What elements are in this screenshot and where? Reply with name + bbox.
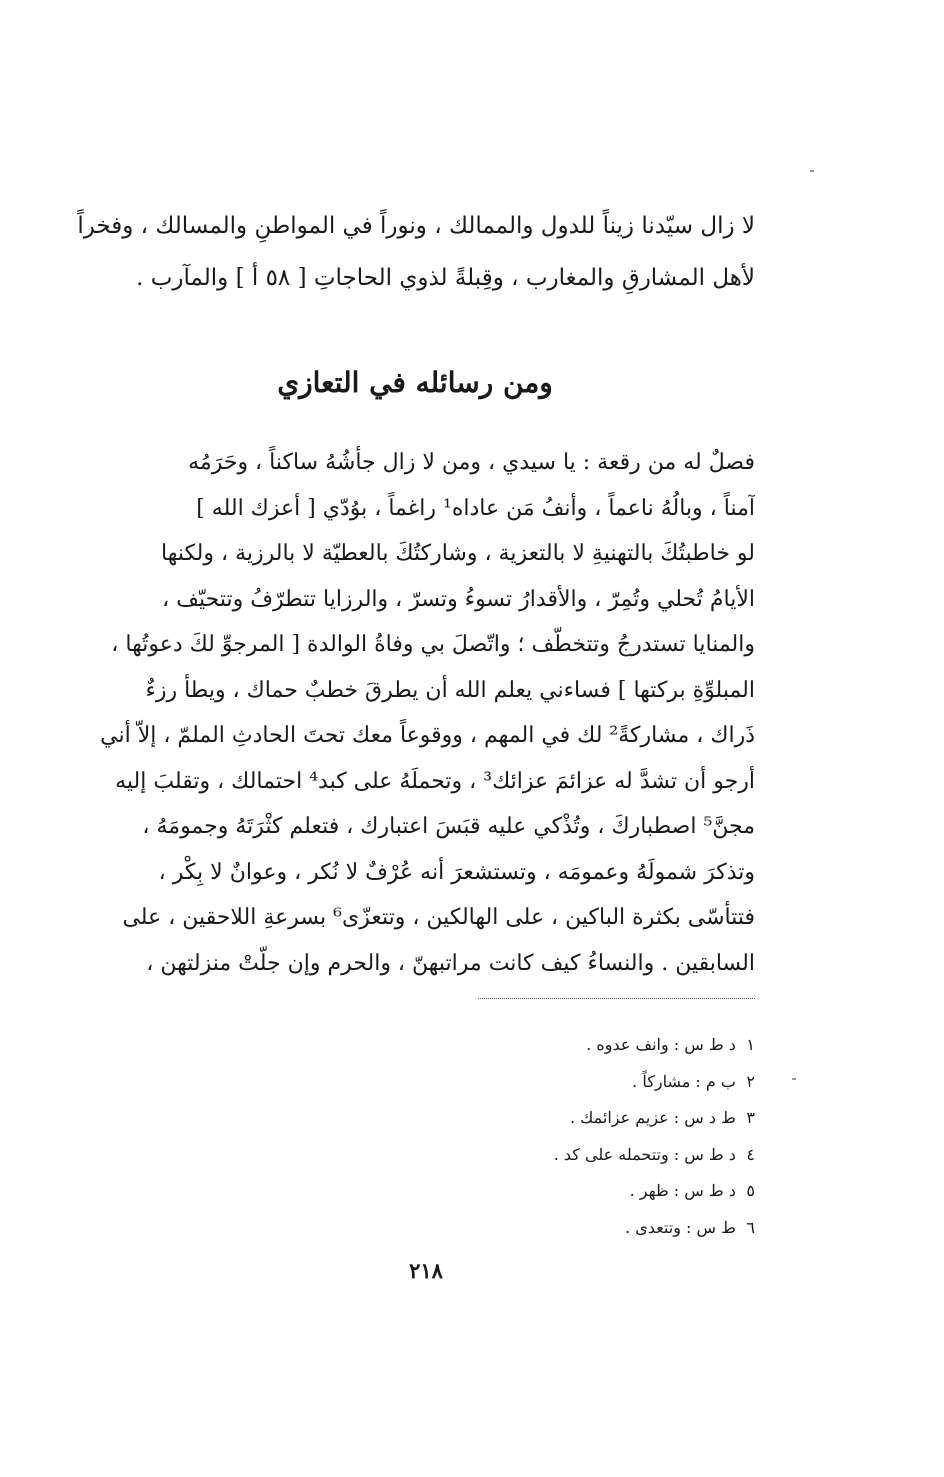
footnote-number: ١	[746, 1035, 755, 1054]
body-line: أرجو أن تشدَّ له عزائمَ عزائك³ ، وتحملَهُ على كبد⁴ احتمالك ، وتقلبَ إليه	[115, 768, 755, 794]
section-heading: ومن رسائله في التعازي	[277, 366, 553, 399]
body-line: الأيامُ تُحلي وتُمِرّ ، والأقدارُ تسوءُ وتسرّ ، والرزايا تتطرّفُ وتتحيّف ،	[162, 586, 755, 612]
footnote-text: ب م : مشاركاً .	[632, 1071, 736, 1091]
footnote	[380, 1210, 755, 1247]
footnote-number: ٣	[746, 1108, 755, 1127]
footnote	[380, 1173, 755, 1210]
footnote-text: د ط س : وتتحمله على كد .	[553, 1144, 736, 1164]
body-paragraph	[75, 440, 755, 986]
footnote	[380, 1027, 755, 1064]
body-line: ذَراك ، مشاركةً² لك في المهم ، ووقوعاً معك تحتَ الحادثِ الملمّ ، إلاّ أني	[100, 723, 755, 748]
body-line: السابقين . والنساءُ كيف كانت مراتبهنّ ، والحرم وإن جلّتْ منزلتهن ،	[146, 950, 755, 976]
footnote-text: ط س : وتتعدى .	[625, 1217, 736, 1237]
footnote-text: ط د س : عزيم عزائمك .	[569, 1108, 736, 1127]
page-number: ٢١٨	[409, 1258, 443, 1283]
scan-speck	[792, 1078, 796, 1080]
footnote-number: ٦	[746, 1217, 755, 1237]
intro-line: لا زال سيّدنا زيناً للدول والممالك ، ونوراً في المواطنِ والمسالك ، وفخراً	[77, 213, 755, 239]
intro-paragraph	[75, 200, 755, 304]
body-line: والمنايا تستدرجُ وتتخطّف ؛ واتّصلَ بي وفاةُ الوالدة [ المرجوِّ لكَ دعوتُها ،	[111, 632, 755, 657]
footnote-text: د ط س : ظهر .	[629, 1181, 736, 1200]
body-line: فتتأسّى بكثرة الباكين ، على الهالكين ، وتتعزّى⁶ بسرعةِ اللاحقين ، على	[122, 905, 755, 930]
footnote-text: د ط س : وانف عدوه .	[586, 1035, 736, 1054]
intro-line: لأهل المشارقِ والمغارب ، وقِبلةً لذوي الحاجاتِ [ ٥٨ أ ] والمآرب .	[136, 265, 755, 291]
body-line: مجنَّ⁵ اصطباركَ ، وتُذْكي عليه قبَسَ اعتبارك ، فتعلم كثْرَتَهُ وجمومَهُ ،	[142, 814, 755, 839]
footnote	[380, 1137, 755, 1174]
scan-speck	[810, 170, 814, 172]
footnote	[380, 1064, 755, 1101]
body-line: المبلوِّةِ بركتها ] فساءني يعلم الله أن يطرقَ خطبٌ حماك ، ويطأ رزءٌ	[145, 677, 755, 703]
footnote-number: ٥	[746, 1181, 755, 1200]
body-line: آمناً ، وبالُهُ ناعماً ، وأنفُ مَن عاداه¹ راغماً ، بوُدّي [ أعزك الله ]	[196, 495, 755, 521]
footnote-number: ٤	[746, 1144, 755, 1164]
footnote-separator	[478, 998, 755, 999]
footnotes	[380, 1027, 755, 1246]
body-line: وتذكرَ شمولَهُ وعمومَه ، وتستشعرَ أنه عُرْفٌ لا نُكر ، وعوانٌ لا بِكْر ،	[158, 859, 755, 885]
footnote-number: ٢	[746, 1071, 755, 1091]
footnote	[380, 1100, 755, 1137]
body-line: لو خاطبتُكَ بالتهنيةِ لا بالتعزية ، وشاركتُكَ بالعطيّة لا بالرزية ، ولكنها	[161, 541, 755, 566]
body-line: فصلٌ له من رقعة : يا سيدي ، ومن لا زال جأشُهُ ساكناً ، وحَرَمُه	[188, 450, 755, 475]
